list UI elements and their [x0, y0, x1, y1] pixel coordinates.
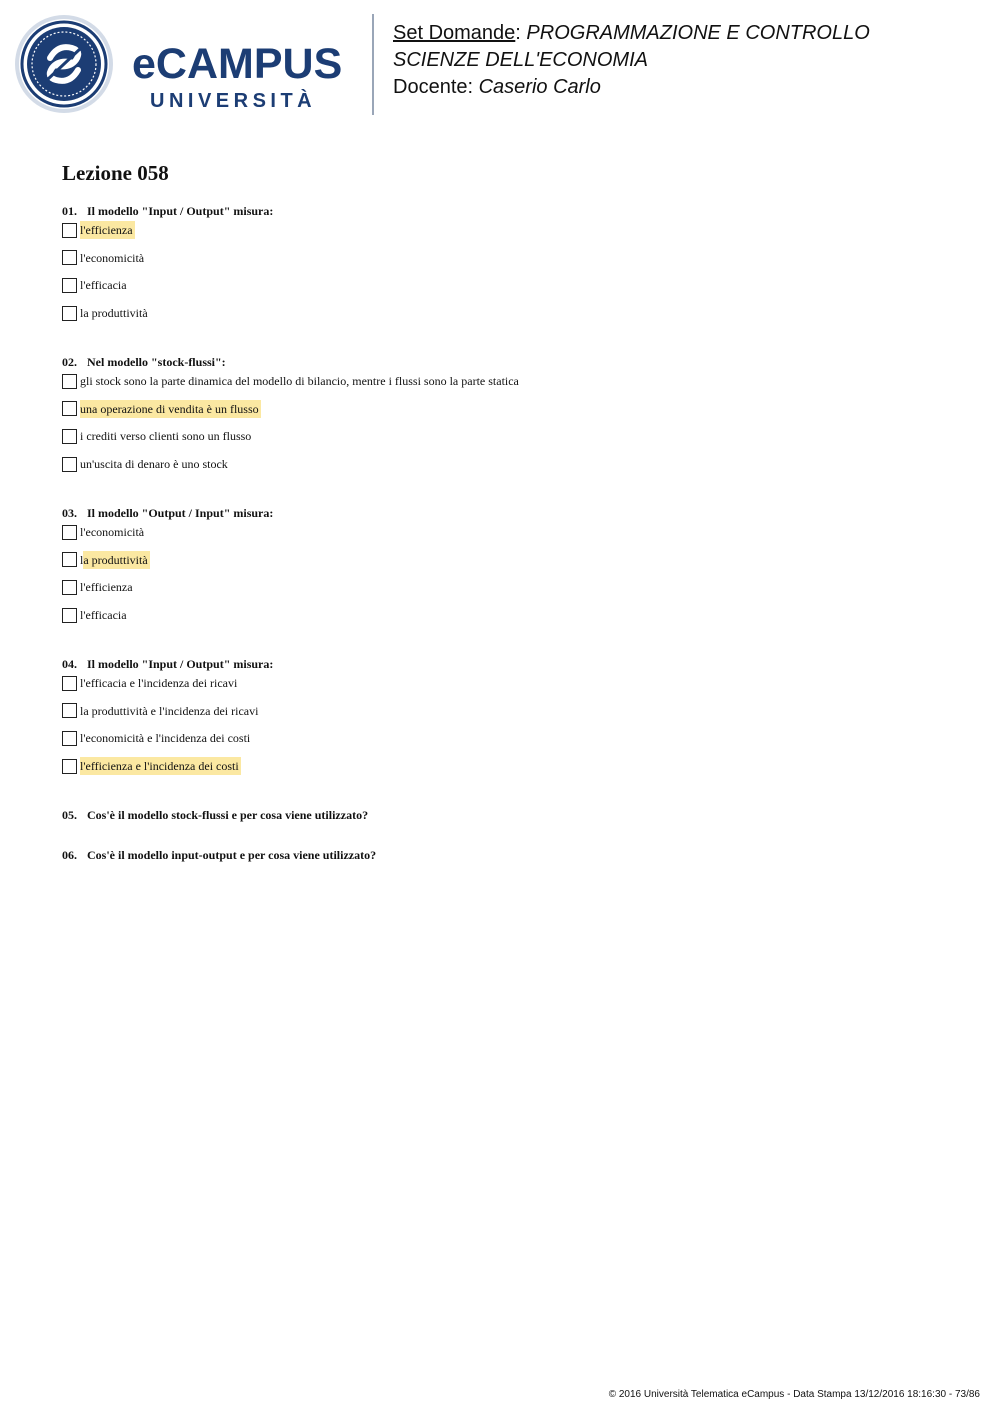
answer-option[interactable]	[62, 606, 127, 624]
set-separator: :	[515, 22, 527, 44]
answer-text: l'efficacia	[80, 278, 127, 293]
course-title-2: SCIENZE DELL'ECONOMIA	[393, 49, 648, 71]
answer-option[interactable]	[62, 455, 228, 473]
question-1	[62, 203, 273, 219]
teacher-label: Docente:	[393, 76, 479, 98]
brand-wordmark: eCAMPUS	[132, 40, 343, 88]
answer-checkbox[interactable]	[62, 552, 77, 567]
header-divider	[372, 14, 374, 115]
course-line-2	[393, 47, 870, 74]
question-number: 04.	[62, 657, 77, 671]
answer-text-prefix: l	[80, 552, 84, 567]
answer-text-highlighted: l'efficienza e l'incidenza dei costi	[80, 759, 239, 774]
answer-option[interactable]	[62, 372, 519, 390]
answer-text-highlighted: una operazione di vendita è un flusso	[80, 401, 259, 416]
answer-option[interactable]	[62, 221, 135, 239]
answer-text: gli stock sono la parte dinamica del modello di bilancio, mentre i flussi sono la parte statica	[80, 374, 519, 388]
answer-option[interactable]	[62, 523, 144, 541]
question-number: 05.	[62, 808, 77, 822]
set-label: Set Domande	[393, 22, 516, 44]
teacher-name: Caserio Carlo	[478, 76, 601, 98]
answer-checkbox[interactable]	[62, 306, 77, 321]
ecampus-logo	[14, 14, 354, 120]
answer-checkbox[interactable]	[62, 223, 77, 238]
answer-text: l'efficacia e l'incidenza dei ricavi	[80, 676, 238, 690]
answer-option[interactable]	[62, 400, 261, 418]
answer-option[interactable]	[62, 578, 133, 596]
answer-checkbox[interactable]	[62, 676, 77, 691]
brand-subtitle: UNIVERSITÀ	[150, 90, 317, 112]
answer-text: l'efficacia	[80, 608, 127, 623]
footer-text: © 2016 Università Telematica eCampus - Data Stampa 13/12/2016 18:16:30 - 73/86	[608, 1389, 980, 1400]
course-title-1: PROGRAMMAZIONE E CONTROLLO	[526, 22, 870, 44]
answer-checkbox[interactable]	[62, 525, 77, 540]
answer-option[interactable]	[62, 551, 150, 569]
answer-option[interactable]	[62, 757, 241, 775]
answer-checkbox[interactable]	[62, 278, 77, 293]
answer-text: i crediti verso clienti sono un flusso	[80, 429, 252, 444]
question-text: Cos'è il modello input-output e per cosa viene utilizzato?	[87, 848, 377, 862]
answer-checkbox[interactable]	[62, 429, 77, 444]
answer-text: la produttività	[80, 306, 148, 321]
question-number: 02.	[62, 355, 77, 369]
teacher-line	[393, 74, 870, 101]
question-6	[62, 847, 376, 863]
answer-option[interactable]	[62, 729, 250, 747]
answer-option[interactable]	[62, 249, 144, 267]
lesson-title: Lezione 058	[62, 161, 169, 185]
question-number: 01.	[62, 204, 77, 218]
answer-option[interactable]	[62, 702, 258, 720]
answer-text: un'uscita di denaro è uno stock	[80, 457, 228, 472]
answer-checkbox[interactable]	[62, 401, 77, 416]
answer-checkbox[interactable]	[62, 608, 77, 623]
question-number: 03.	[62, 506, 77, 520]
answer-option[interactable]	[62, 674, 237, 692]
seal-icon	[15, 15, 113, 113]
question-text: Il modello "Input / Output" misura:	[87, 204, 274, 218]
answer-checkbox[interactable]	[62, 374, 77, 389]
answer-option[interactable]	[62, 304, 148, 322]
question-4	[62, 656, 273, 672]
answer-text-highlighted: l'efficienza	[80, 223, 133, 237]
answer-option[interactable]	[62, 427, 251, 445]
question-5	[62, 807, 368, 823]
question-text: Il modello "Input / Output" misura:	[87, 657, 274, 671]
answer-checkbox[interactable]	[62, 250, 77, 265]
question-text: Cos'è il modello stock-flussi e per cosa viene utilizzato?	[87, 808, 369, 822]
answer-checkbox[interactable]	[62, 703, 77, 718]
question-2	[62, 354, 226, 370]
answer-text: la produttività e l'incidenza dei ricavi	[80, 703, 259, 718]
answer-text: l'efficienza	[80, 580, 133, 595]
answer-option[interactable]	[62, 276, 127, 294]
question-text: Nel modello "stock-flussi":	[87, 355, 226, 369]
answer-text: l'economicità	[80, 250, 145, 265]
answer-checkbox[interactable]	[62, 457, 77, 472]
question-number: 06.	[62, 848, 77, 862]
question-3	[62, 505, 273, 521]
answer-checkbox[interactable]	[62, 759, 77, 774]
answer-checkbox[interactable]	[62, 731, 77, 746]
header-info	[393, 20, 870, 101]
answer-text: l'economicità e l'incidenza dei costi	[80, 731, 251, 746]
answer-checkbox[interactable]	[62, 580, 77, 595]
question-text: Il modello "Output / Input" misura:	[87, 506, 274, 520]
answer-text-highlighted: a produttività	[83, 552, 148, 567]
course-line-1	[393, 20, 870, 47]
answer-text: l'economicità	[80, 525, 145, 539]
